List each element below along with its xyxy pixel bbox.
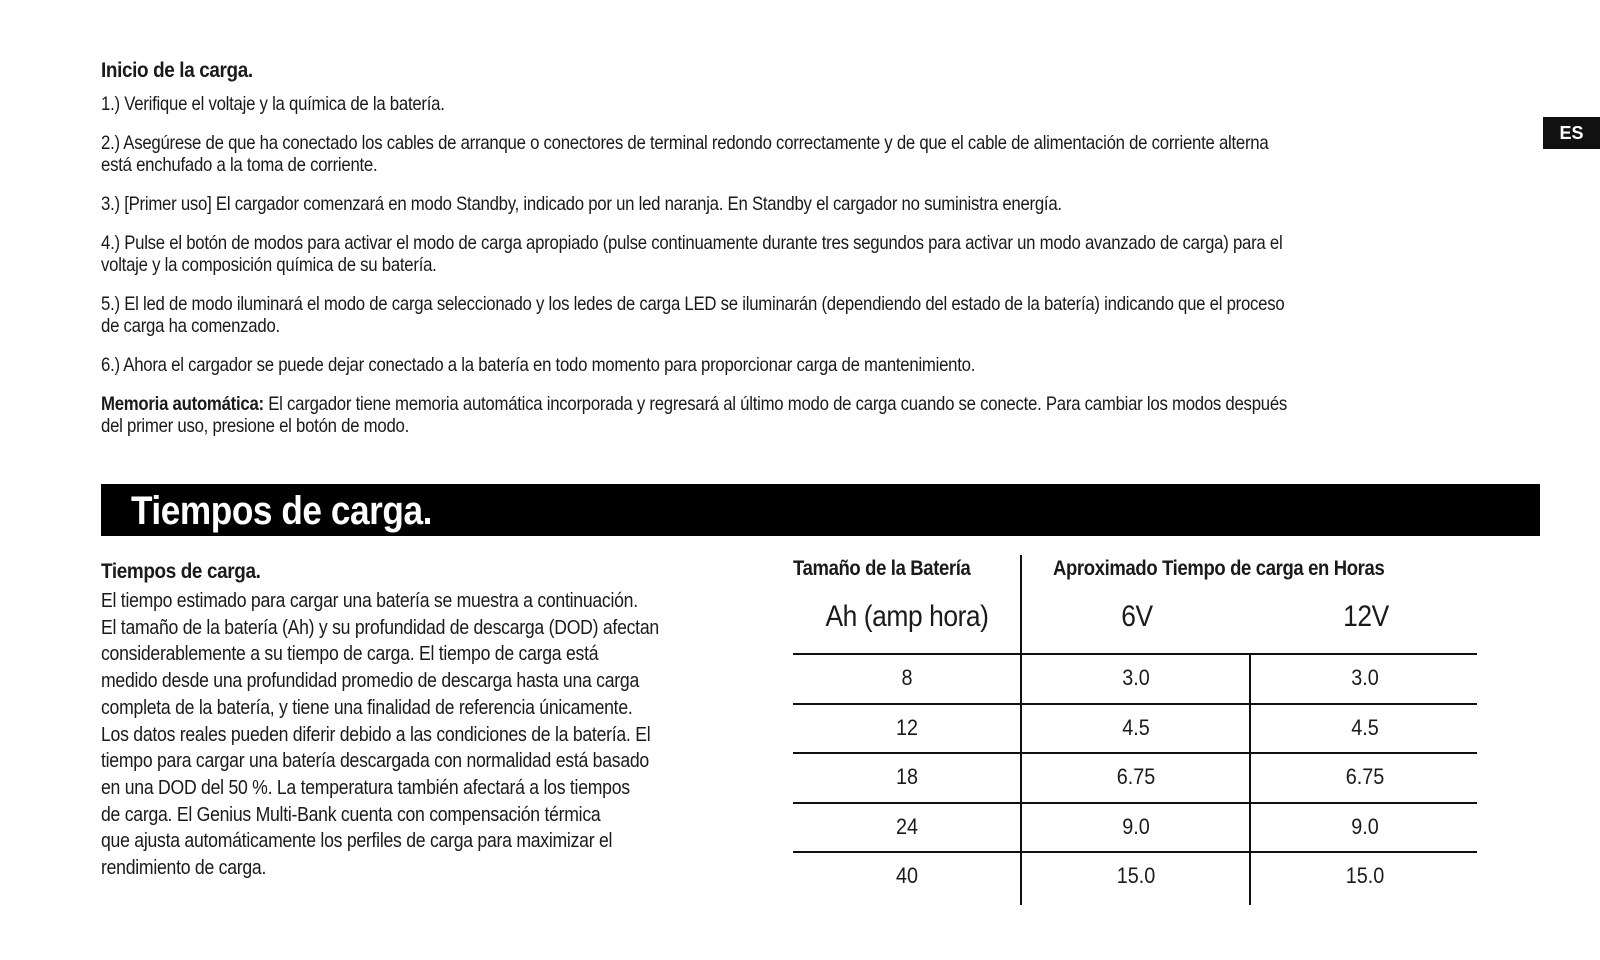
info-line: en una DOD del 50 %. La temperatura también afectará a los tiempos (101, 775, 630, 799)
header-approx-time: Aproximado Tiempo de carga en Horas (1053, 557, 1385, 580)
step-line: está enchufado a la toma de corriente. (101, 154, 378, 176)
step-line: 5.) El led de modo iluminará el modo de carga seleccionado y los ledes de carga LED se iluminarán (dependiendo del estado de la batería) indicando que el proceso (101, 293, 1285, 315)
charge-time-table (793, 555, 1477, 905)
cell-ah: 12 (895, 714, 919, 740)
info-line: tiempo para cargar una batería descargada con normalidad está basado (101, 749, 649, 773)
info-line: medido desde una profundidad promedio de descarga hasta una carga (101, 669, 639, 693)
step-item (101, 293, 1499, 337)
header-battery-size: Tamaño de la Batería (793, 557, 971, 580)
row-divider (793, 703, 1477, 705)
info-line: considerablemente a su tiempo de carga. El tiempo de carga está (101, 642, 599, 666)
info-line: rendimiento de carga. (101, 856, 267, 880)
start-section (101, 59, 1541, 437)
step-line: 2.) Asegúrese de que ha conectado los cables de arranque o conectores de terminal redondo correctamente y de que el cable de alimentación de corriente alterna (101, 132, 1269, 154)
step-line: 3.) [Primer uso] El cargador comenzará en modo Standby, indicado por un led naranja. En Standby el cargador no suministra energía. (101, 193, 1062, 215)
cell-12v: 3.0 (1351, 665, 1379, 690)
divider-vertical-2 (1249, 654, 1251, 905)
subheader-ah: Ah (amp hora) (825, 600, 989, 633)
cell-ah: 24 (895, 813, 919, 839)
section-heading: Inicio de la carga. (101, 59, 253, 82)
step-line: 6.) Ahora el cargador se puede dejar conectado a la batería en todo momento para proporcionar carga de mantenimiento. (101, 354, 976, 376)
row-divider (793, 851, 1477, 853)
auto-memory-note (101, 393, 1499, 437)
row-divider (793, 653, 1477, 655)
info-body (101, 588, 741, 882)
cell-6v: 15.0 (1116, 863, 1156, 888)
cell-6v: 6.75 (1116, 764, 1156, 789)
cell-ah: 40 (895, 863, 919, 888)
step-item (101, 232, 1499, 276)
language-tab: ES (1543, 117, 1600, 149)
banner-title: Tiempos de carga. (131, 489, 432, 533)
cell-6v: 9.0 (1122, 813, 1150, 839)
row-divider (793, 752, 1477, 754)
cell-6v: 4.5 (1122, 714, 1150, 740)
cell-12v: 9.0 (1351, 813, 1379, 839)
info-line: de carga. El Genius Multi-Bank cuenta con compensación térmica (101, 802, 601, 826)
step-item (101, 132, 1499, 176)
info-line: que ajusta automáticamente los perfiles de carga para maximizar el (101, 829, 613, 853)
cell-6v: 3.0 (1122, 665, 1150, 690)
step-item (101, 93, 1499, 115)
auto-memory-label: Memoria automática: (101, 393, 264, 415)
step-item (101, 354, 1499, 376)
cell-12v: 6.75 (1345, 764, 1385, 789)
info-heading: Tiempos de carga. (101, 560, 261, 583)
step-line: 1.) Verifique el voltaje y la química de la batería. (101, 93, 445, 115)
info-line: Los datos reales pueden diferir debido a las condiciones de la batería. El (101, 722, 651, 746)
auto-memory-text-cont: del primer uso, presione el botón de modo. (101, 415, 409, 437)
subheader-12v: 12V (1343, 600, 1389, 633)
cell-ah: 18 (895, 764, 919, 789)
step-line: voltaje y la composición química de su batería. (101, 254, 437, 276)
info-line: completa de la batería, y tiene una finalidad de referencia únicamente. (101, 695, 633, 719)
section-banner (101, 484, 1540, 536)
steps-list (101, 93, 1541, 376)
row-divider (793, 802, 1477, 804)
charge-times-info (101, 560, 741, 882)
step-item (101, 193, 1499, 215)
info-line: El tamaño de la batería (Ah) y su profundidad de descarga (DOD) afectan (101, 615, 659, 639)
cell-12v: 15.0 (1345, 863, 1385, 888)
info-line: El tiempo estimado para cargar una batería se muestra a continuación. (101, 589, 638, 612)
cell-ah: 8 (901, 665, 913, 690)
auto-memory-text: El cargador tiene memoria automática incorporada y regresará al último modo de carga cuando se conecte. Para cambiar los modos después (263, 393, 1288, 415)
step-line: de carga ha comenzado. (101, 315, 280, 337)
step-line: 4.) Pulse el botón de modos para activar el modo de carga apropiado (pulse continuamente durante tres segundos para activar un modo avanzado de carga) para el (101, 232, 1283, 254)
cell-12v: 4.5 (1351, 714, 1379, 740)
subheader-6v: 6V (1121, 600, 1153, 633)
